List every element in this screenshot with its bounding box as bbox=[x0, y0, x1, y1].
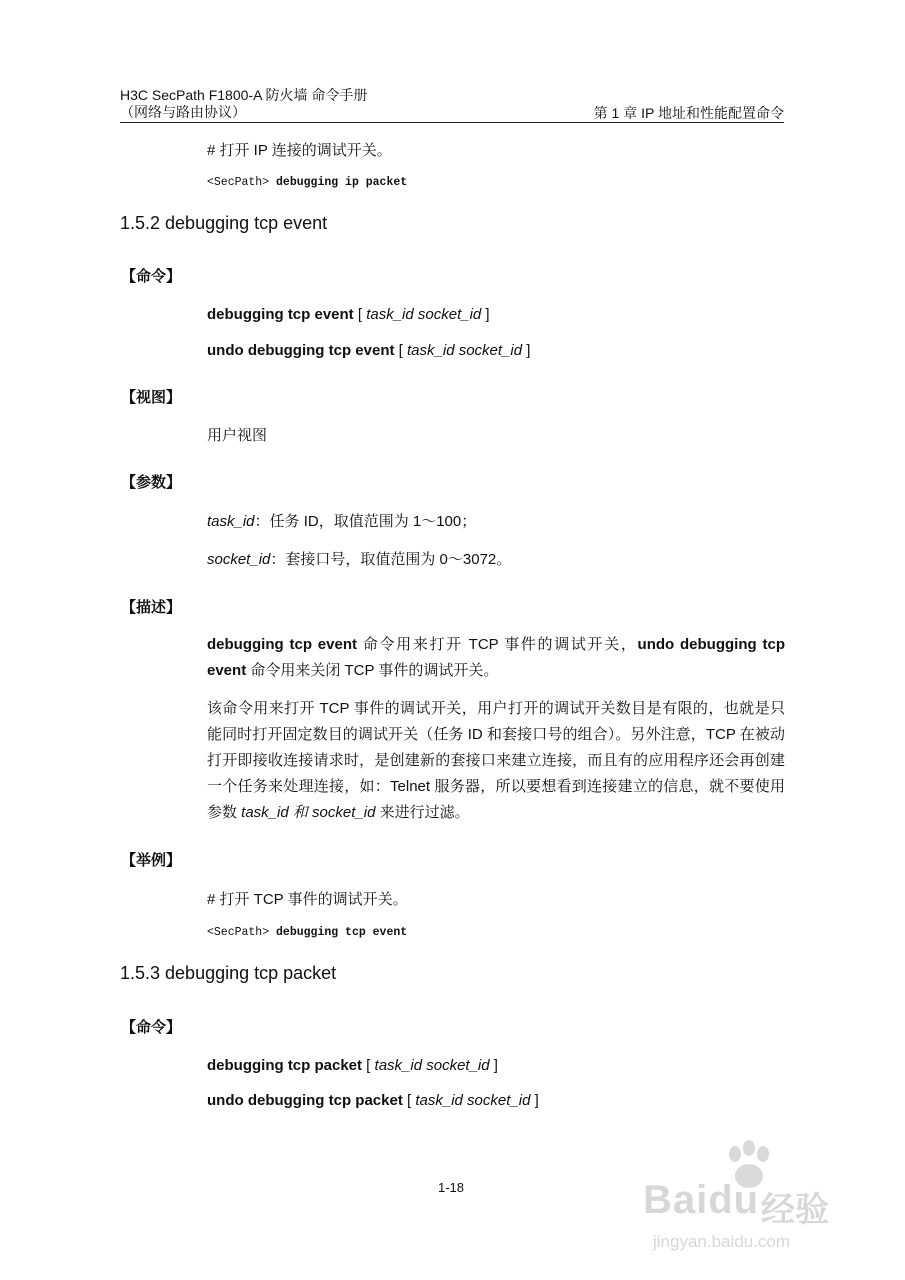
bracket-open: [ bbox=[394, 342, 408, 359]
param-label: 【参数】 bbox=[121, 474, 182, 491]
example-comment: # 打开 TCP 事件的调试开关。 bbox=[207, 891, 408, 908]
desc-keyword: undo debugging tcp event bbox=[207, 636, 785, 679]
watermark-brand: Bai bbox=[643, 1178, 709, 1222]
example-label: 【举例】 bbox=[121, 852, 182, 869]
param-task-id bbox=[207, 510, 476, 534]
section-title-152: 1.5.2 debugging tcp event bbox=[120, 213, 328, 233]
bracket-close: ] bbox=[489, 1057, 498, 1074]
command-syntax-1 bbox=[207, 306, 490, 323]
header-rule bbox=[120, 122, 784, 123]
description-paragraph-1 bbox=[207, 632, 785, 684]
example-code bbox=[207, 926, 407, 939]
page-number: 1-18 bbox=[438, 1180, 465, 1195]
param-name: socket_id bbox=[207, 551, 271, 568]
command-syntax-2 bbox=[207, 1092, 539, 1109]
bracket-close: ] bbox=[530, 1092, 539, 1109]
param-name: task_id bbox=[207, 513, 255, 530]
desc-text: 该命令用来打开 TCP 事件的调试开关，用户打开的调试开关数目是有限的，也就是只能同时打开固定数目的调试开关（任务 ID 和套接口号的组合）。另外注意，TCP 在被动打开即接收连接请求时，是创建新的套接口来建立连接，而且有的应用程序还会再创建一个任务来处理连接，如：Telnet 服务器，所以要想看到连接建立的信息，就不要使用参数 bbox=[207, 700, 785, 821]
bracket-open: [ bbox=[362, 1057, 375, 1074]
command-keyword: debugging tcp event bbox=[207, 306, 354, 323]
watermark-brand-tail: du bbox=[708, 1178, 760, 1222]
desc-param: task_id bbox=[241, 804, 289, 821]
description-paragraph-2 bbox=[207, 696, 785, 826]
header-subtitle: （网络与路由协议） bbox=[120, 105, 246, 121]
bracket-open: [ bbox=[402, 1092, 416, 1109]
bracket-close: ] bbox=[481, 306, 490, 323]
section-title-153: 1.5.3 debugging tcp packet bbox=[120, 963, 337, 983]
description-label: 【描述】 bbox=[121, 599, 182, 616]
command-syntax-2 bbox=[207, 342, 530, 359]
command-keyword: debugging tcp packet bbox=[207, 1057, 363, 1074]
command-syntax-1 bbox=[207, 1057, 498, 1074]
view-label: 【视图】 bbox=[121, 389, 182, 406]
desc-keyword: debugging tcp event bbox=[207, 636, 357, 653]
code-prompt: <SecPath> bbox=[207, 176, 270, 189]
watermark-url: jingyan.baidu.com bbox=[653, 1232, 791, 1251]
desc-text: 命令用来打开 TCP 事件的调试开关， bbox=[357, 636, 638, 653]
code-command: debugging tcp event bbox=[276, 926, 408, 939]
desc-param: socket_id bbox=[312, 804, 376, 821]
baidu-watermark bbox=[643, 1140, 843, 1260]
command-keyword: undo debugging tcp packet bbox=[207, 1092, 403, 1109]
command-args: task_id socket_id bbox=[374, 1057, 490, 1074]
command-args: task_id socket_id bbox=[407, 342, 523, 359]
header-chapter: 第 1 章 IP 地址和性能配置命令 bbox=[593, 105, 784, 121]
code-prompt: <SecPath> bbox=[207, 926, 270, 939]
bracket-open: [ bbox=[353, 306, 367, 323]
desc-text: 命令用来关闭 TCP 事件的调试开关。 bbox=[246, 662, 499, 679]
header-title: H3C SecPath F1800-A 防火墙 命令手册 bbox=[120, 87, 368, 103]
param-socket-id bbox=[207, 548, 511, 572]
desc-conj: 和 bbox=[288, 804, 313, 821]
desc-text: 来进行过滤。 bbox=[375, 804, 470, 821]
command-args: task_id socket_id bbox=[415, 1092, 531, 1109]
view-text: 用户视图 bbox=[207, 427, 268, 444]
param-desc: ：套接口号，取值范围为 0～3072。 bbox=[270, 551, 512, 568]
command-args: task_id socket_id bbox=[366, 306, 482, 323]
bracket-close: ] bbox=[522, 342, 531, 359]
command-label: 【命令】 bbox=[121, 268, 182, 285]
watermark-service: 经验 bbox=[761, 1190, 829, 1230]
param-desc: ：任务 ID，取值范围为 1～100； bbox=[254, 513, 477, 530]
code-command: debugging ip packet bbox=[276, 176, 408, 189]
top-example-comment: # 打开 IP 连接的调试开关。 bbox=[207, 142, 392, 159]
command-label: 【命令】 bbox=[121, 1019, 182, 1036]
command-keyword: undo debugging tcp event bbox=[207, 342, 395, 359]
top-example-code bbox=[207, 176, 407, 189]
